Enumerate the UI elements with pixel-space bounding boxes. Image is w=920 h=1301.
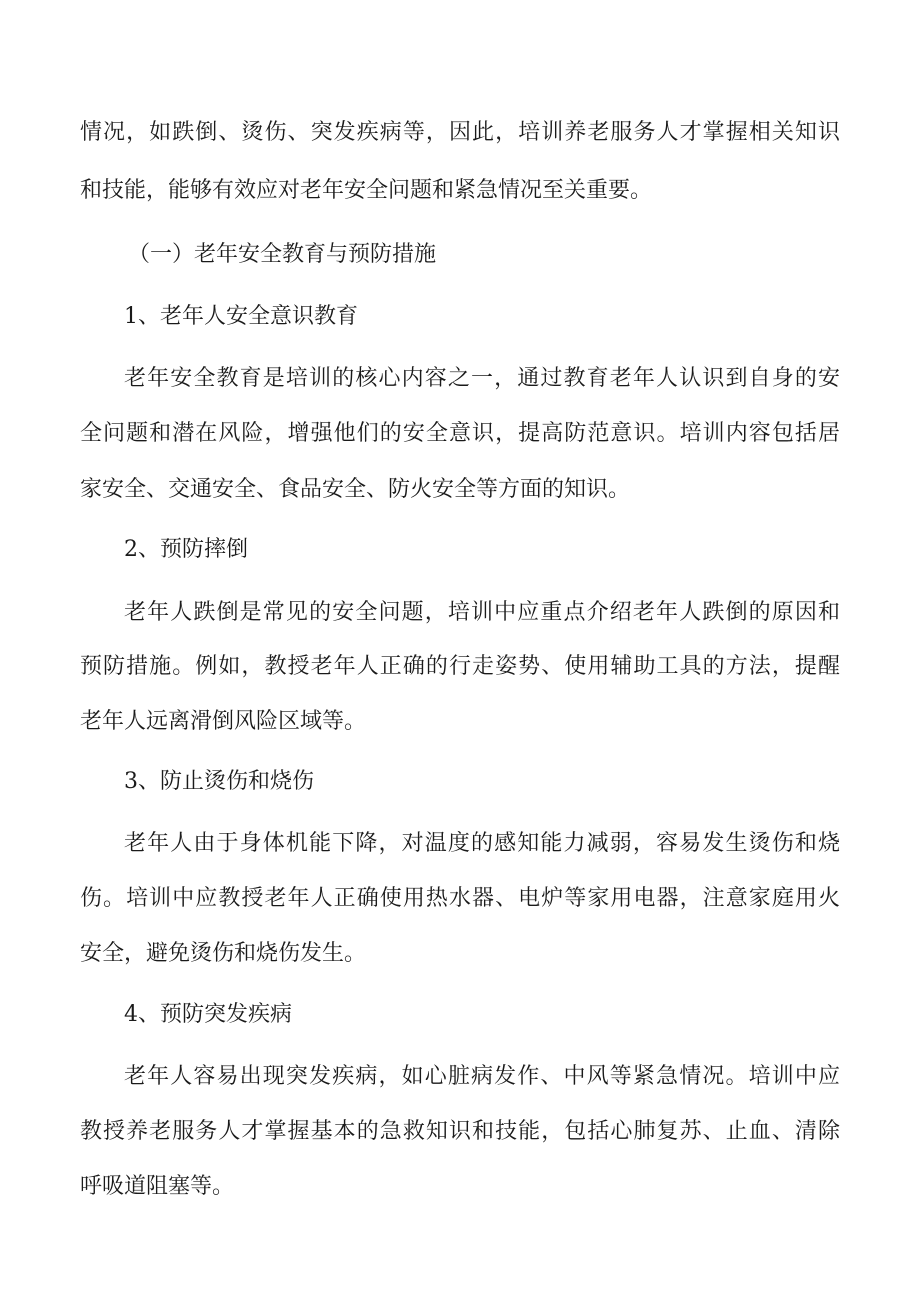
item-4-line-1: 老年人容易出现突发疾病，如心脏病发作、中风等紧急情况。培训中应 — [124, 1064, 840, 1089]
item-4-line-2: 教授养老服务人才掌握基本的急救知识和技能，包括心肺复苏、止血、清除 — [80, 1119, 840, 1144]
item-1-line-2: 全问题和潜在风险，增强他们的安全意识，提高防范意识。培训内容包括居 — [80, 421, 840, 446]
item-2-heading: 2、预防摔倒 — [124, 537, 248, 562]
item-2-line-1: 老年人跌倒是常见的安全问题，培训中应重点介绍老年人跌倒的原因和 — [124, 600, 840, 625]
item-3-line-2: 伤。培训中应教授老年人正确使用热水器、电炉等家用电器，注意家庭用火 — [80, 886, 840, 911]
intro-line-1: 情况，如跌倒、烫伤、突发疾病等，因此，培训养老服务人才掌握相关知识 — [80, 120, 840, 145]
item-4-line-3: 呼吸道阻塞等。 — [80, 1174, 235, 1199]
item-2-line-3: 老年人远离滑倒风险区域等。 — [80, 709, 367, 734]
item-3-line-3: 安全，避免烫伤和烧伤发生。 — [80, 941, 367, 966]
item-2-line-2: 预防措施。例如，教授老年人正确的行走姿势、使用辅助工具的方法，提醒 — [80, 654, 840, 679]
section-title: （一）老年安全教育与预防措施 — [128, 242, 437, 267]
item-1-line-3: 家安全、交通安全、食品安全、防火安全等方面的知识。 — [80, 477, 631, 502]
item-1-heading: 1、老年人安全意识教育 — [124, 304, 358, 329]
item-1-line-1: 老年安全教育是培训的核心内容之一，通过教育老年人认识到自身的安 — [124, 366, 840, 391]
intro-line-2: 和技能，能够有效应对老年安全问题和紧急情况至关重要。 — [80, 178, 653, 203]
item-3-line-1: 老年人由于身体机能下降，对温度的感知能力减弱，容易发生烫伤和烧 — [124, 831, 840, 856]
item-4-heading: 4、预防突发疾病 — [124, 1002, 292, 1027]
item-3-heading: 3、防止烫伤和烧伤 — [124, 769, 314, 794]
